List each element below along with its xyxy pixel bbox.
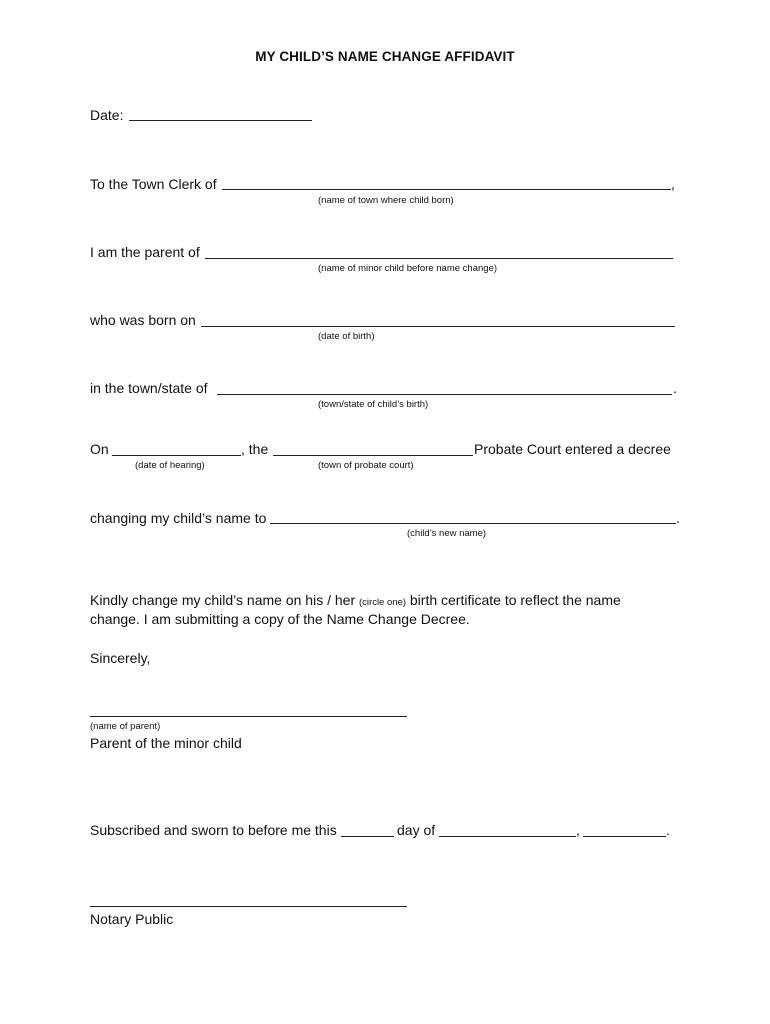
sworn-label: Subscribed and sworn to before me this [90, 822, 337, 838]
sworn-period: . [666, 822, 670, 838]
hearing-date-field[interactable] [112, 455, 241, 456]
town-clerk-field[interactable] [222, 189, 671, 190]
notary-label: Notary Public [90, 911, 174, 927]
date-of-birth-field[interactable] [201, 326, 675, 327]
date-of-birth-hint: (date of birth) [318, 331, 375, 342]
town-state-label: in the town/state of [90, 380, 208, 396]
sworn-day-of-label: day of [397, 822, 436, 838]
date-field[interactable] [129, 120, 312, 121]
child-name-hint: (name of minor child before name change) [318, 263, 498, 274]
hearing-date-hint: (date of hearing) [135, 460, 205, 471]
request-text-2: birth certificate to reflect the name [406, 592, 621, 608]
decree-tail-text: Probate Court entered a decree [474, 441, 671, 457]
town-clerk-comma: , [671, 176, 675, 192]
request-line-2: change. I am submitting a copy of the Name Change Decree. [90, 611, 470, 627]
decree-the-label: , the [241, 441, 269, 457]
parent-name-hint: (name of parent) [90, 721, 161, 732]
request-line-1 [90, 592, 621, 608]
parent-role-text: Parent of the minor child [90, 735, 242, 751]
town-state-hint: (town/state of child’s birth) [318, 399, 429, 410]
request-text-1: Kindly change my child’s name on his / her [90, 592, 359, 608]
sworn-month-field[interactable] [439, 836, 576, 837]
parent-signature-field[interactable] [90, 716, 407, 717]
date-label: Date: [90, 107, 124, 123]
new-name-field[interactable] [270, 523, 676, 524]
town-state-period: . [673, 380, 677, 396]
sworn-year-field[interactable] [583, 836, 666, 837]
probate-court-hint: (town of probate court) [318, 460, 414, 471]
child-name-field[interactable] [205, 258, 673, 259]
sworn-day-field[interactable] [341, 836, 394, 837]
parent-of-label: I am the parent of [90, 244, 200, 260]
document-title: MY CHILD’S NAME CHANGE AFFIDAVIT [255, 49, 515, 64]
birth-town-state-field[interactable] [217, 394, 672, 395]
closing-text: Sincerely, [90, 650, 151, 666]
born-on-label: who was born on [90, 312, 196, 328]
probate-court-town-field[interactable] [273, 455, 473, 456]
new-name-period: . [676, 510, 680, 526]
decree-on-label: On [90, 441, 109, 457]
circle-one-note: (circle one) [359, 597, 406, 608]
town-clerk-hint: (name of town where child born) [318, 195, 454, 206]
town-clerk-label: To the Town Clerk of [90, 176, 217, 192]
notary-signature-field[interactable] [90, 906, 407, 907]
new-name-hint: (child’s new name) [407, 528, 487, 539]
new-name-label: changing my child’s name to [90, 510, 267, 526]
sworn-comma: , [576, 822, 580, 838]
